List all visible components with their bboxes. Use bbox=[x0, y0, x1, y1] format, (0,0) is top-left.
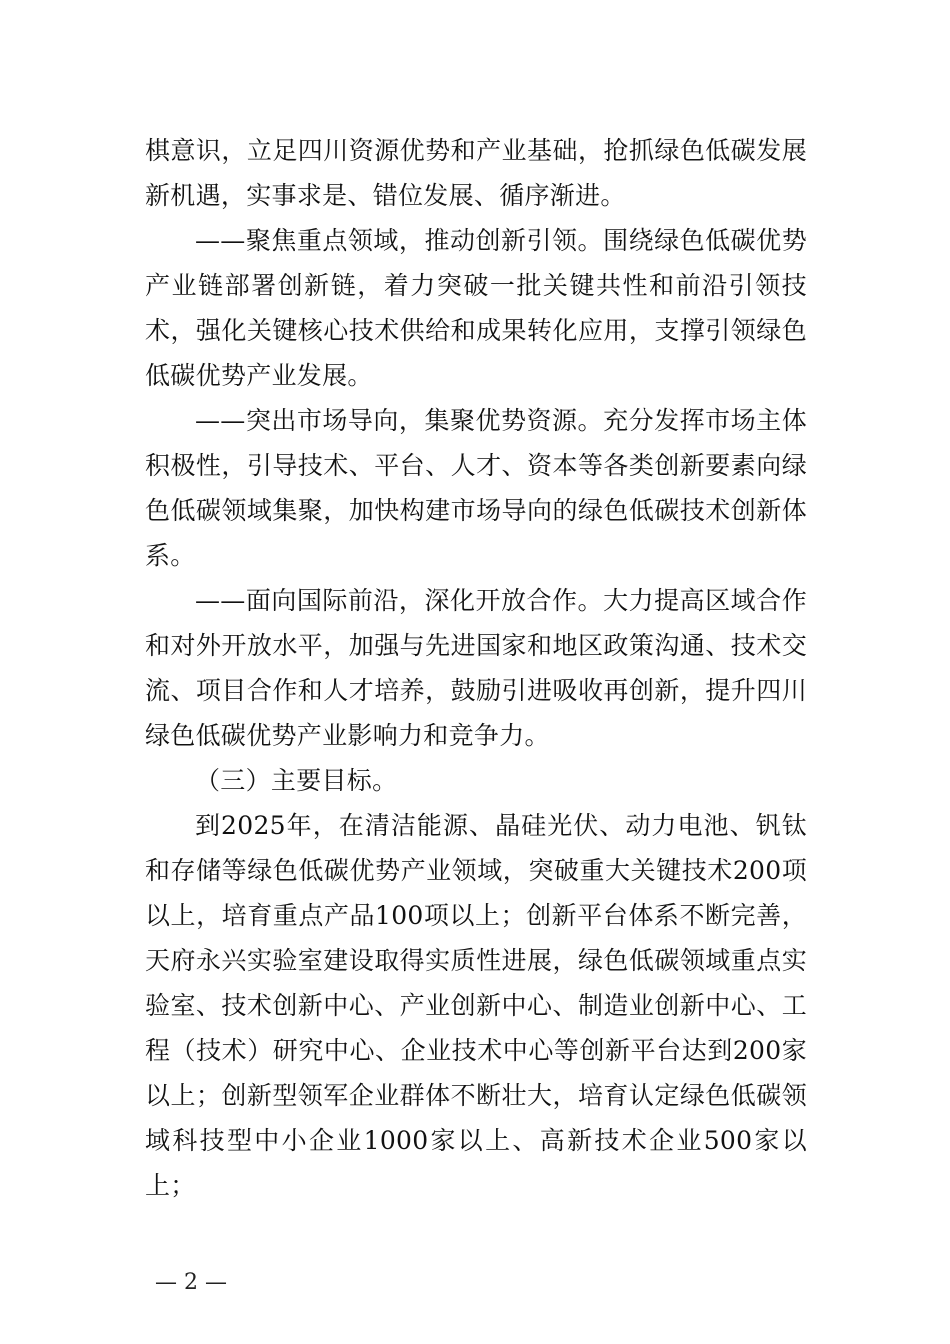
section-heading-main-goals: （三）主要目标。 bbox=[195, 766, 398, 795]
paragraph-focus-key-areas: ——聚焦重点领域，推动创新引领。围绕绿色低碳优势产业链部署创新链，着力突破一批关键共性和前沿引领技术，强化关键核心技术供给和成果转化应用，支撑引领绿色低碳优势产业发展。 bbox=[145, 226, 807, 390]
paragraph-goals-2025: 到2025年，在清洁能源、晶硅光伏、动力电池、钒钛和存储等绿色低碳优势产业领域，突破重大关键技术200项以上，培育重点产品100项以上；创新平台体系不断完善，天府永兴实验室建设取得实质性进展，绿色低碳领域重点实验室、技术创新中心、产业创新中心、制造业创新中心、工程（技术）研究中心、企业技术中心等创新平台达到200家以上；创新型领军企业群体不断壮大，培育认定绿色低碳领域科技型中小企业1000家以上、高新技术企业500家以上； bbox=[145, 811, 807, 1200]
paragraph-continuation: 棋意识，立足四川资源优势和产业基础，抢抓绿色低碳发展新机遇，实事求是、错位发展、循序渐进。 bbox=[145, 136, 807, 210]
paragraph-market-orientation: ——突出市场导向，集聚优势资源。充分发挥市场主体积极性，引导技术、平台、人才、资本等各类创新要素向绿色低碳领域集聚，加快构建市场导向的绿色低碳技术创新体系。 bbox=[145, 406, 807, 570]
document-body bbox=[145, 128, 807, 1208]
page-number: — 2 — bbox=[155, 1270, 227, 1295]
paragraph-international-cooperation: ——面向国际前沿，深化开放合作。大力提高区域合作和对外开放水平，加强与先进国家和地区政策沟通、技术交流、项目合作和人才培养，鼓励引进吸收再创新，提升四川绿色低碳优势产业影响力和竞争力。 bbox=[145, 586, 807, 750]
